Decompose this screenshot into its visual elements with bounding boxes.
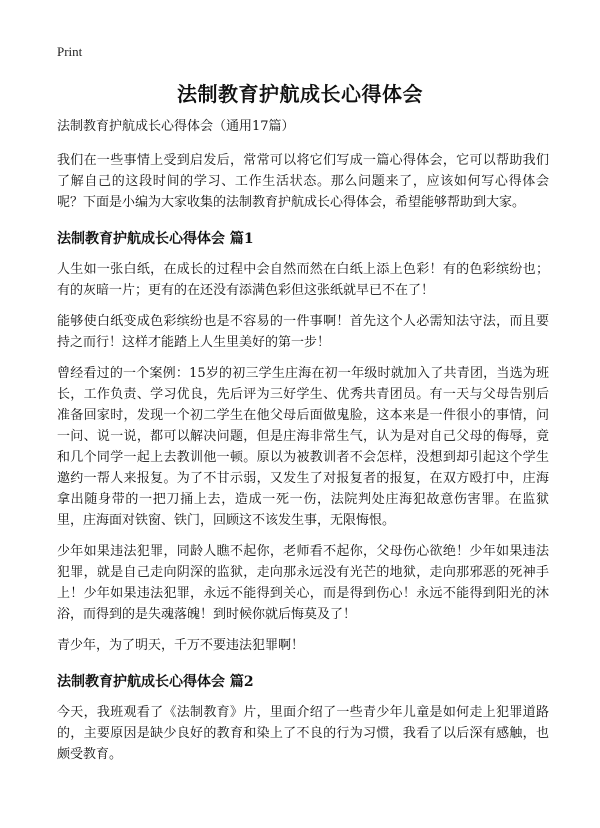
paragraph: 曾经看过的一个案例：15岁的初三学生庄海在初一年级时就加入了共青团，当选为班长，工作负责、学习优良，先后评为三好学生、优秀共青团员。有一天与父母告别后准备回家时，发现一个初二学生在他父母后面做鬼脸，这本来是一件很小的事情，问一问、说一说，都可以解决问题，但是庄海非常生气，认为是对自己父母的侮辱，竟和几个同学一起上去教训他一顿。原以为被教训者不会怎样，没想到却引起这个学生邀约一帮人来报复。为了不甘示弱，又发生了对报复者的报复，在双方殴打中，庄海拿出随身带的一把刀捅上去，造成一死一伤，法院判处庄海犯故意伤害罪。在监狱里，庄海面对铁窗、铁门，回顾这不该发生事，无限悔恨。 [57,366,549,528]
paragraph: 青少年，为了明天，千万不要违法犯罪啊！ [57,638,305,653]
document-subtitle: 法制教育护航成长心得体会（通用17篇） [57,119,295,134]
paragraph: 能够使白纸变成色彩缤纷也是不容易的一件事啊！首先这个人必需知法守法，而且要持之而行！这样才能踏上人生里美好的第一步！ [57,314,549,350]
section-heading: 法制教育护航成长心得体会 篇1 [57,231,254,247]
print-link[interactable]: Print [57,44,83,59]
document-body [57,118,549,775]
section-heading: 法制教育护航成长心得体会 篇2 [57,674,254,690]
intro-paragraph: 我们在一些事情上受到启发后，常常可以将它们写成一篇心得体会，它可以帮助我们了解自己的这段时间的学习、工作生活状态。那么问题来了，应该如何写心得体会呢？下面是小编为大家收集的法制教育护航成长心得体会，希望能够帮助到大家。 [57,153,549,210]
paragraph: 少年如果违法犯罪，同龄人瞧不起你，老师看不起你，父母伤心欲绝！少年如果违法犯罪，就是自己走向阴深的监狱，走向那永远没有光芒的地狱，走向那邪恶的死神手上！少年如果违法犯罪，永远不能得到关心，而是得到伤心！永远不能得到阳光的沐浴，而得到的是失魂落魄！到时候你就后悔莫及了！ [57,544,549,622]
paragraph: 人生如一张白纸，在成长的过程中会自然而然在白纸上添上色彩！有的色彩缤纷也；有的灰暗一片；更有的在还没有添满色彩但这张纸就早已不在了！ [57,262,549,298]
page-title: 法制教育护航成长心得体会 [177,82,423,106]
paragraph: 今天，我班观看了《法制教育》片，里面介绍了一些青少年儿童是如何走上犯罪道路的，主要原因是缺少良好的教育和染上了不良的行为习惯，我看了以后深有感触，也颇受教育。 [57,705,549,762]
